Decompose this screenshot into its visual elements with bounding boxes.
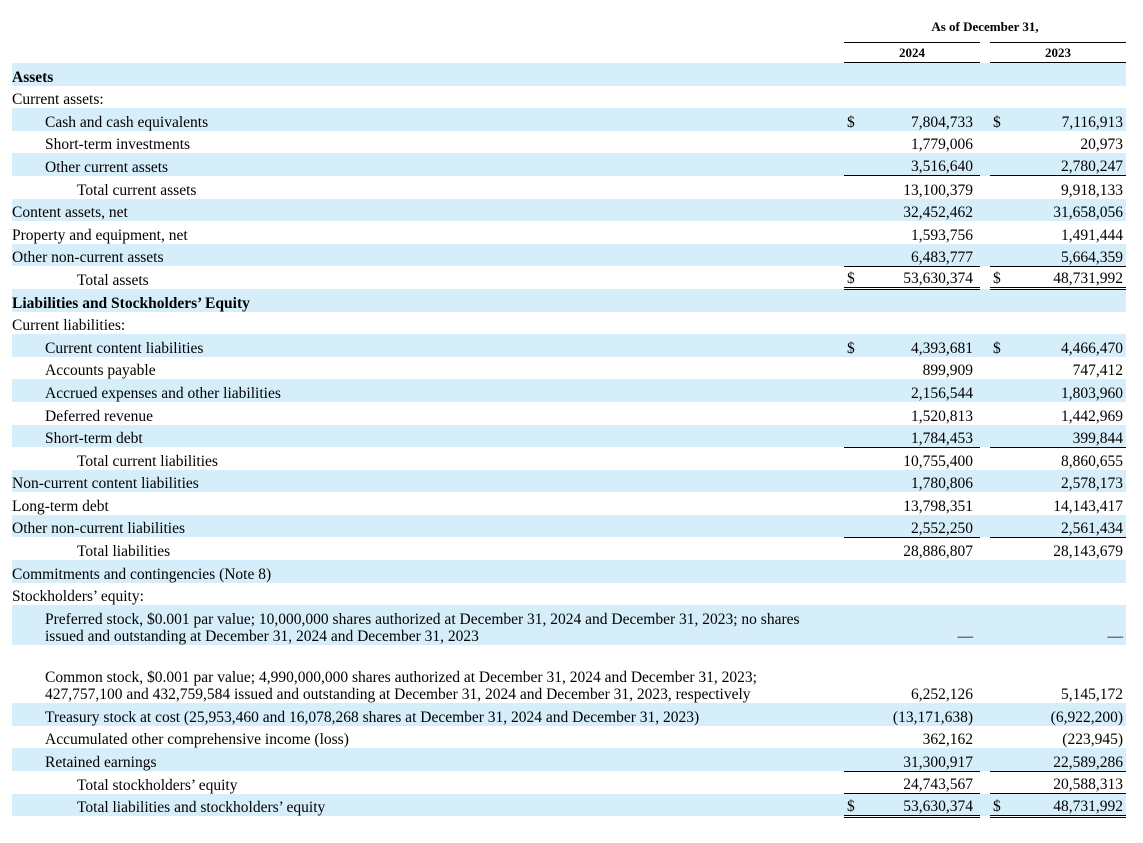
currency-2024 xyxy=(844,379,874,402)
value-2023 xyxy=(1020,63,1126,86)
gap-cell xyxy=(980,221,990,244)
value-2024: 4,393,681 xyxy=(874,334,980,357)
value-2024: 1,520,813 xyxy=(911,407,973,425)
gap-cell xyxy=(980,771,990,794)
table-row xyxy=(12,86,1126,109)
gap-cell xyxy=(832,244,844,267)
gap-cell xyxy=(832,470,844,493)
currency-2023 xyxy=(990,583,1020,606)
value-2023: 31,658,056 xyxy=(1020,199,1126,222)
value-2023: 28,143,679 xyxy=(1053,543,1123,561)
row-label: Property and equipment, net xyxy=(12,226,188,244)
value-2024 xyxy=(874,289,980,312)
currency-2024 xyxy=(844,515,874,538)
value-2023: 1,442,969 xyxy=(1061,407,1123,425)
value-2024: 13,100,379 xyxy=(903,181,973,199)
value-2024: (13,171,638) xyxy=(874,703,980,726)
row-label: Liabilities and Stockholders’ Equity xyxy=(12,289,832,312)
row-label: Accumulated other comprehensive income (loss) xyxy=(45,731,349,749)
currency-2024 xyxy=(844,492,874,515)
value-2024 xyxy=(874,86,980,109)
currency-2024 xyxy=(844,176,874,199)
currency-2024 xyxy=(844,583,874,606)
gap-cell xyxy=(832,153,844,176)
value-2023: 14,143,417 xyxy=(1053,497,1123,515)
gap-cell xyxy=(980,244,990,267)
value-2024: 32,452,462 xyxy=(874,199,980,222)
gap-cell xyxy=(980,605,990,645)
currency-2023 xyxy=(990,244,1020,267)
value-2023: 1,803,960 xyxy=(1020,379,1126,402)
gap-cell xyxy=(832,537,844,560)
gap-cell xyxy=(832,108,844,131)
gap-cell xyxy=(980,63,990,86)
value-2024: 899,909 xyxy=(922,362,973,380)
row-label: Cash and cash equivalents xyxy=(12,108,832,131)
row-label: Total current liabilities xyxy=(77,452,218,470)
table-row xyxy=(12,289,1126,312)
currency-2023 xyxy=(990,221,1020,244)
currency-2023 xyxy=(990,492,1020,515)
value-2023: (6,922,200) xyxy=(1020,703,1126,726)
value-2024: 2,156,544 xyxy=(874,379,980,402)
currency-2023 xyxy=(990,470,1020,493)
gap-cell xyxy=(980,357,990,380)
currency-2024 xyxy=(844,357,874,380)
value-2024 xyxy=(874,560,980,583)
gap-cell xyxy=(980,176,990,199)
gap-cell xyxy=(832,199,844,222)
gap-cell xyxy=(832,266,844,289)
currency-2023 xyxy=(990,515,1020,538)
value-2023: 22,589,286 xyxy=(1020,748,1126,771)
value-2024 xyxy=(874,63,980,86)
value-2023 xyxy=(1020,583,1126,606)
value-2023: 399,844 xyxy=(1020,425,1126,448)
value-2024: 1,784,453 xyxy=(874,425,980,448)
table-row xyxy=(12,176,1126,199)
gap-cell xyxy=(832,289,844,312)
value-2023: 20,973 xyxy=(1080,136,1123,154)
table-row xyxy=(12,334,1126,357)
currency-2024 xyxy=(844,470,874,493)
value-2024: — xyxy=(874,605,980,645)
currency-2024 xyxy=(844,86,874,109)
balance-sheet-table xyxy=(12,63,1126,818)
currency-2024 xyxy=(844,537,874,560)
table-row xyxy=(12,63,1126,86)
row-label: Other current assets xyxy=(12,153,832,176)
gap-cell xyxy=(832,794,844,817)
currency-2024 xyxy=(844,771,874,794)
currency-2023 xyxy=(990,645,1020,703)
currency-2023 xyxy=(990,425,1020,448)
currency-2024 xyxy=(844,425,874,448)
gap-cell xyxy=(980,470,990,493)
gap-cell xyxy=(832,748,844,771)
balance-sheet-rows xyxy=(12,63,1126,816)
gap-cell xyxy=(832,645,844,703)
gap-cell xyxy=(832,86,844,109)
row-label: Total liabilities xyxy=(77,543,171,561)
value-2023 xyxy=(1020,86,1126,109)
value-2024: 362,162 xyxy=(922,731,973,749)
row-label: Total current assets xyxy=(77,181,197,199)
currency-2024 xyxy=(844,244,874,267)
gap-cell xyxy=(832,131,844,154)
value-2023 xyxy=(1020,289,1126,312)
table-row xyxy=(12,402,1126,425)
table-row xyxy=(12,153,1126,176)
gap-cell xyxy=(832,379,844,402)
value-2024 xyxy=(874,312,980,335)
value-2024: 1,780,806 xyxy=(874,470,980,493)
value-2024: 1,779,006 xyxy=(911,136,973,154)
value-2023: 7,116,913 xyxy=(1020,108,1126,131)
row-label: Retained earnings xyxy=(12,748,832,771)
gap-cell xyxy=(832,312,844,335)
currency-2024: $ xyxy=(844,266,874,289)
currency-2023: $ xyxy=(990,266,1020,289)
value-2023: 747,412 xyxy=(1072,362,1123,380)
currency-2024: $ xyxy=(844,108,874,131)
value-2023 xyxy=(1020,560,1126,583)
gap-cell xyxy=(980,153,990,176)
gap-cell xyxy=(980,447,990,470)
value-2024: 24,743,567 xyxy=(903,776,973,794)
currency-2023 xyxy=(990,86,1020,109)
gap-cell xyxy=(980,199,990,222)
gap-cell xyxy=(832,447,844,470)
currency-2023: $ xyxy=(990,794,1020,817)
value-2023: 48,731,992 xyxy=(1020,794,1126,817)
value-2024 xyxy=(874,583,980,606)
table-row xyxy=(12,266,1126,289)
value-2023: (223,945) xyxy=(1062,731,1123,749)
currency-2023 xyxy=(990,131,1020,154)
value-2023: 2,561,434 xyxy=(1020,515,1126,538)
currency-2023 xyxy=(990,199,1020,222)
value-2024: 13,798,351 xyxy=(903,497,973,515)
value-2023 xyxy=(1020,312,1126,335)
row-label: Non-current content liabilities xyxy=(12,470,832,493)
gap-cell xyxy=(832,357,844,380)
currency-2023 xyxy=(990,748,1020,771)
row-label: Common stock, $0.001 par value; 4,990,000,000 shares authorized at December 31, 2024 and December 31, 2023; 427,757,100 and 432,759,584 issued and outstanding at December 31, 2024 and December 31, 2023, respectively xyxy=(45,669,757,704)
currency-2023 xyxy=(990,771,1020,794)
table-row xyxy=(12,221,1126,244)
gap-cell xyxy=(980,312,990,335)
currency-2023: $ xyxy=(990,334,1020,357)
value-2023: 48,731,992 xyxy=(1020,266,1126,289)
gap-cell xyxy=(832,726,844,749)
row-label: Total liabilities and stockholders’ equity xyxy=(12,794,832,817)
table-row xyxy=(12,447,1126,470)
row-label: Treasury stock at cost (25,953,460 and 16,078,268 shares at December 31, 2024 and December 31, 2023) xyxy=(12,703,832,726)
year-header-2023: 2023 xyxy=(990,42,1126,64)
gap-cell xyxy=(980,108,990,131)
currency-2023 xyxy=(990,447,1020,470)
gap-cell xyxy=(980,131,990,154)
currency-2023: $ xyxy=(990,108,1020,131)
currency-2024 xyxy=(844,221,874,244)
currency-2024 xyxy=(844,63,874,86)
year-header-2024: 2024 xyxy=(844,42,980,64)
gap-cell xyxy=(832,221,844,244)
table-row xyxy=(12,515,1126,538)
value-2024: 6,252,126 xyxy=(911,686,973,704)
currency-2024 xyxy=(844,289,874,312)
currency-2024: $ xyxy=(844,334,874,357)
currency-2024 xyxy=(844,312,874,335)
value-2024: 1,593,756 xyxy=(911,226,973,244)
currency-2024 xyxy=(844,645,874,703)
table-row xyxy=(12,379,1126,402)
gap-cell xyxy=(832,334,844,357)
row-label: Current assets: xyxy=(12,91,104,109)
gap-cell xyxy=(980,583,990,606)
currency-2024: $ xyxy=(844,794,874,817)
value-2024: 31,300,917 xyxy=(874,748,980,771)
table-row xyxy=(12,583,1126,606)
gap-cell xyxy=(832,583,844,606)
value-2024: 2,552,250 xyxy=(874,515,980,538)
value-2023: 9,918,133 xyxy=(1061,181,1123,199)
value-2023: 1,491,444 xyxy=(1061,226,1123,244)
gap-cell xyxy=(832,560,844,583)
currency-2024 xyxy=(844,131,874,154)
currency-2023 xyxy=(990,153,1020,176)
currency-2024 xyxy=(844,748,874,771)
gap-cell xyxy=(980,266,990,289)
gap-cell xyxy=(980,334,990,357)
gap-cell xyxy=(980,402,990,425)
currency-2024 xyxy=(844,703,874,726)
currency-2023 xyxy=(990,357,1020,380)
currency-2024 xyxy=(844,199,874,222)
row-label: Long-term debt xyxy=(12,497,109,515)
table-row xyxy=(12,771,1126,794)
value-2023: — xyxy=(1020,605,1126,645)
currency-2023 xyxy=(990,379,1020,402)
gap-cell xyxy=(980,748,990,771)
gap-cell xyxy=(980,515,990,538)
gap-cell xyxy=(980,560,990,583)
currency-2024 xyxy=(844,153,874,176)
table-row xyxy=(12,312,1126,335)
gap-cell xyxy=(980,726,990,749)
currency-2023 xyxy=(990,289,1020,312)
currency-2023 xyxy=(990,726,1020,749)
row-label: Assets xyxy=(12,63,832,86)
value-2023: 5,145,172 xyxy=(1061,686,1123,704)
row-label: Short-term investments xyxy=(45,136,191,154)
currency-2024 xyxy=(844,560,874,583)
currency-2024 xyxy=(844,402,874,425)
value-2024: 7,804,733 xyxy=(874,108,980,131)
currency-2023 xyxy=(990,402,1020,425)
gap-cell xyxy=(980,289,990,312)
value-2023: 5,664,359 xyxy=(1020,244,1126,267)
gap-cell xyxy=(980,86,990,109)
table-row xyxy=(12,425,1126,448)
row-label: Total stockholders’ equity xyxy=(77,776,238,794)
table-row xyxy=(12,703,1126,726)
gap-cell xyxy=(832,176,844,199)
row-label: Other non-current liabilities xyxy=(12,515,832,538)
currency-2023 xyxy=(990,537,1020,560)
currency-2023 xyxy=(990,703,1020,726)
currency-2024 xyxy=(844,605,874,645)
currency-2023 xyxy=(990,560,1020,583)
table-row xyxy=(12,748,1126,771)
table-row xyxy=(12,199,1126,222)
currency-2023 xyxy=(990,312,1020,335)
value-2023: 2,578,173 xyxy=(1020,470,1126,493)
row-label: Current liabilities: xyxy=(12,317,126,335)
table-row xyxy=(12,794,1126,817)
table-row xyxy=(12,537,1126,560)
value-2023: 20,588,313 xyxy=(1053,776,1123,794)
table-row xyxy=(12,131,1126,154)
table-row xyxy=(12,560,1126,583)
currency-2023 xyxy=(990,176,1020,199)
row-label: Accounts payable xyxy=(45,362,156,380)
table-row xyxy=(12,492,1126,515)
table-row xyxy=(12,108,1126,131)
row-label: Stockholders’ equity: xyxy=(12,588,144,606)
gap-cell xyxy=(832,425,844,448)
gap-cell xyxy=(832,605,844,645)
table-row xyxy=(12,726,1126,749)
row-label: Content assets, net xyxy=(12,199,832,222)
gap-cell xyxy=(832,771,844,794)
table-row xyxy=(12,244,1126,267)
gap-cell xyxy=(980,537,990,560)
row-label: Accrued expenses and other liabilities xyxy=(12,379,832,402)
table-row xyxy=(12,357,1126,380)
gap-cell xyxy=(980,492,990,515)
table-row xyxy=(12,605,1126,645)
value-2024: 10,755,400 xyxy=(903,452,973,470)
row-label: Other non-current assets xyxy=(12,244,832,267)
value-2024: 3,516,640 xyxy=(874,153,980,176)
gap-cell xyxy=(980,425,990,448)
row-label: Preferred stock, $0.001 par value; 10,000,000 shares authorized at December 31, 2024 and December 31, 2023; no shares issued and outstanding at December 31, 2024 and December 31, 2023 xyxy=(12,605,832,645)
value-2024: 53,630,374 xyxy=(874,794,980,817)
gap-cell xyxy=(980,703,990,726)
table-row xyxy=(12,470,1126,493)
value-2023: 2,780,247 xyxy=(1020,153,1126,176)
gap-cell xyxy=(980,794,990,817)
value-2023: 8,860,655 xyxy=(1061,452,1123,470)
gap-cell xyxy=(832,515,844,538)
gap-cell xyxy=(832,63,844,86)
value-2024: 28,886,807 xyxy=(903,543,973,561)
column-group-header: As of December 31, xyxy=(931,19,1039,34)
gap-cell xyxy=(980,379,990,402)
currency-2024 xyxy=(844,447,874,470)
gap-cell xyxy=(832,492,844,515)
gap-cell xyxy=(980,645,990,703)
row-label: Deferred revenue xyxy=(45,407,153,425)
row-label: Short-term debt xyxy=(12,425,832,448)
currency-2023 xyxy=(990,63,1020,86)
row-label: Total assets xyxy=(77,271,149,289)
row-label: Current content liabilities xyxy=(12,334,832,357)
value-2023: 4,466,470 xyxy=(1020,334,1126,357)
currency-2023 xyxy=(990,605,1020,645)
gap-cell xyxy=(832,402,844,425)
table-row xyxy=(12,645,1126,703)
row-label: Commitments and contingencies (Note 8) xyxy=(12,560,832,583)
value-2024: 6,483,777 xyxy=(874,244,980,267)
currency-2024 xyxy=(844,726,874,749)
gap-cell xyxy=(832,703,844,726)
value-2024: 53,630,374 xyxy=(874,266,980,289)
